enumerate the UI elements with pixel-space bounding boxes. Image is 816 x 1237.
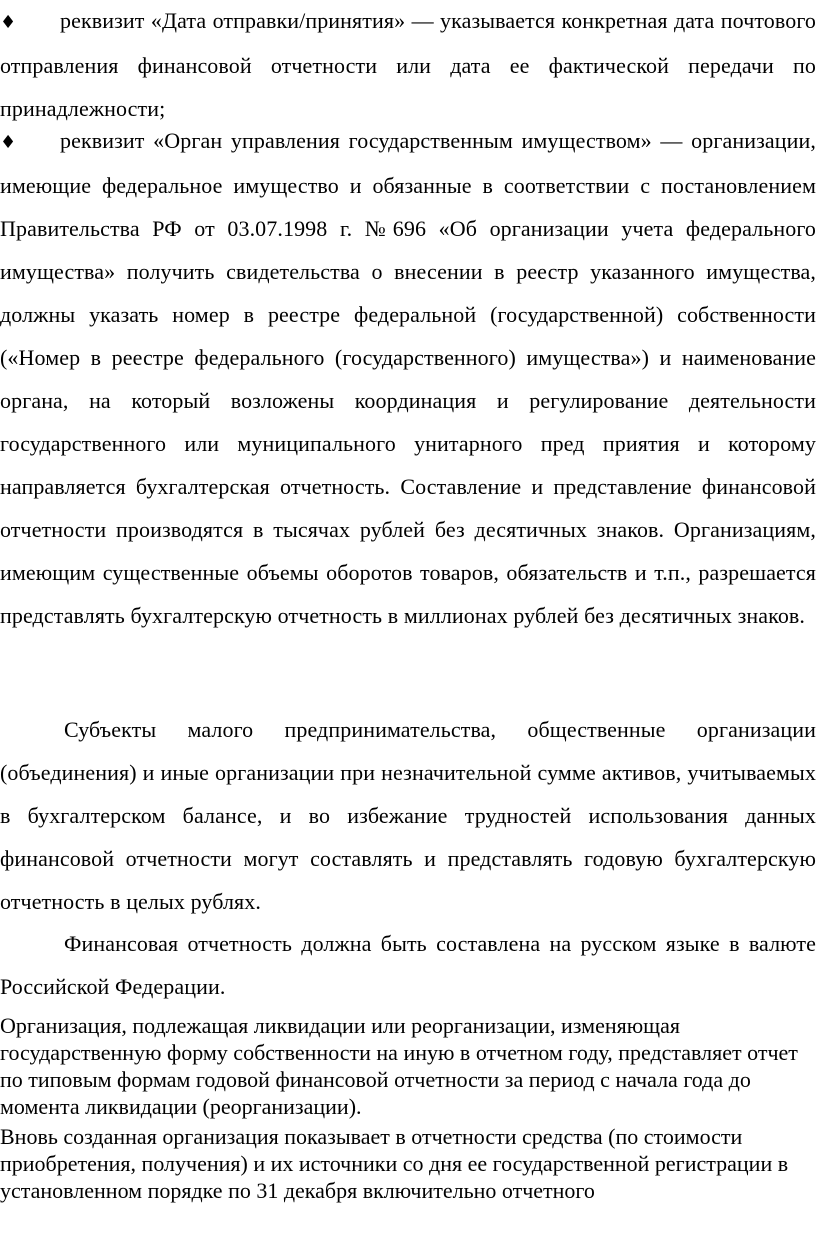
paragraph-text: реквизит «Орган управления государственным имуществом» — организации, имеющие федеральное имущество и обязанные в соответствии с постановлением Правительства РФ от 03.07.1998 г. №696 «Об организации учета федерального имущества» получить свидетельства о внесении в реестр указанного имущества, должны указать номер в реестре федеральной (государственной) собственности («Номер в реестре федерального (государственного) имущества») и наименование органа, на который возложены координация и регулирование деятельности государственного или муниципального унитарного пред приятия и которому направляется бухгалтерская отчетность. Составление и представление финансовой отчетности производятся в тысячах рублей без десятичных знаков. Организациям, имеющим существенные объемы оборотов товаров, обязательств и т.п., разрешается представлять бухгалтерскую отчетность в миллионах рублей без десятичных знаков. bbox=[0, 128, 816, 628]
paragraph-text: реквизит «Дата отправки/принятия» — указывается конкретная дата почтового отправления финансовой отчетности или дата ее фактической передачи по принадлежности; bbox=[0, 8, 816, 121]
paragraph-new-organization: Вновь созданная организация показывает в отчетности средства (по стоимости приобретения, получения) и их источники со дня ее государственной регистрации в установленном порядке по 31 декабря включительно отчетного bbox=[0, 1124, 789, 1203]
diamond-bullet-icon: ♦ bbox=[0, 132, 17, 153]
diamond-bullet-icon: ♦ bbox=[0, 12, 17, 33]
paragraph-liquidation: Организация, подлежащая ликвидации или реорганизации, изменяющая государственную форму собственности на иную в отчетном году, представляет отчет по типовым формам годовой финансовой отчетности за период с начала года до момента ликвидации (реорганизации). bbox=[0, 1013, 798, 1119]
paragraph-language: Финансовая отчетность должна быть составлена на русском языке в валюте Российской Федерации. bbox=[0, 931, 816, 999]
bullet-paragraph-authority bbox=[0, 119, 816, 637]
paragraph-small-business: Субъекты малого предпринимательства, общественные организации (объединения) и иные организации при незначительной сумме активов, учитываемых в бухгалтерском балансе, и во избежание трудностей использования данных финансовой отчетности могут составлять и представлять годовую бухгалтерскую отчетность в целых рублях. bbox=[0, 717, 816, 914]
bullet-paragraph-date bbox=[0, 0, 816, 130]
